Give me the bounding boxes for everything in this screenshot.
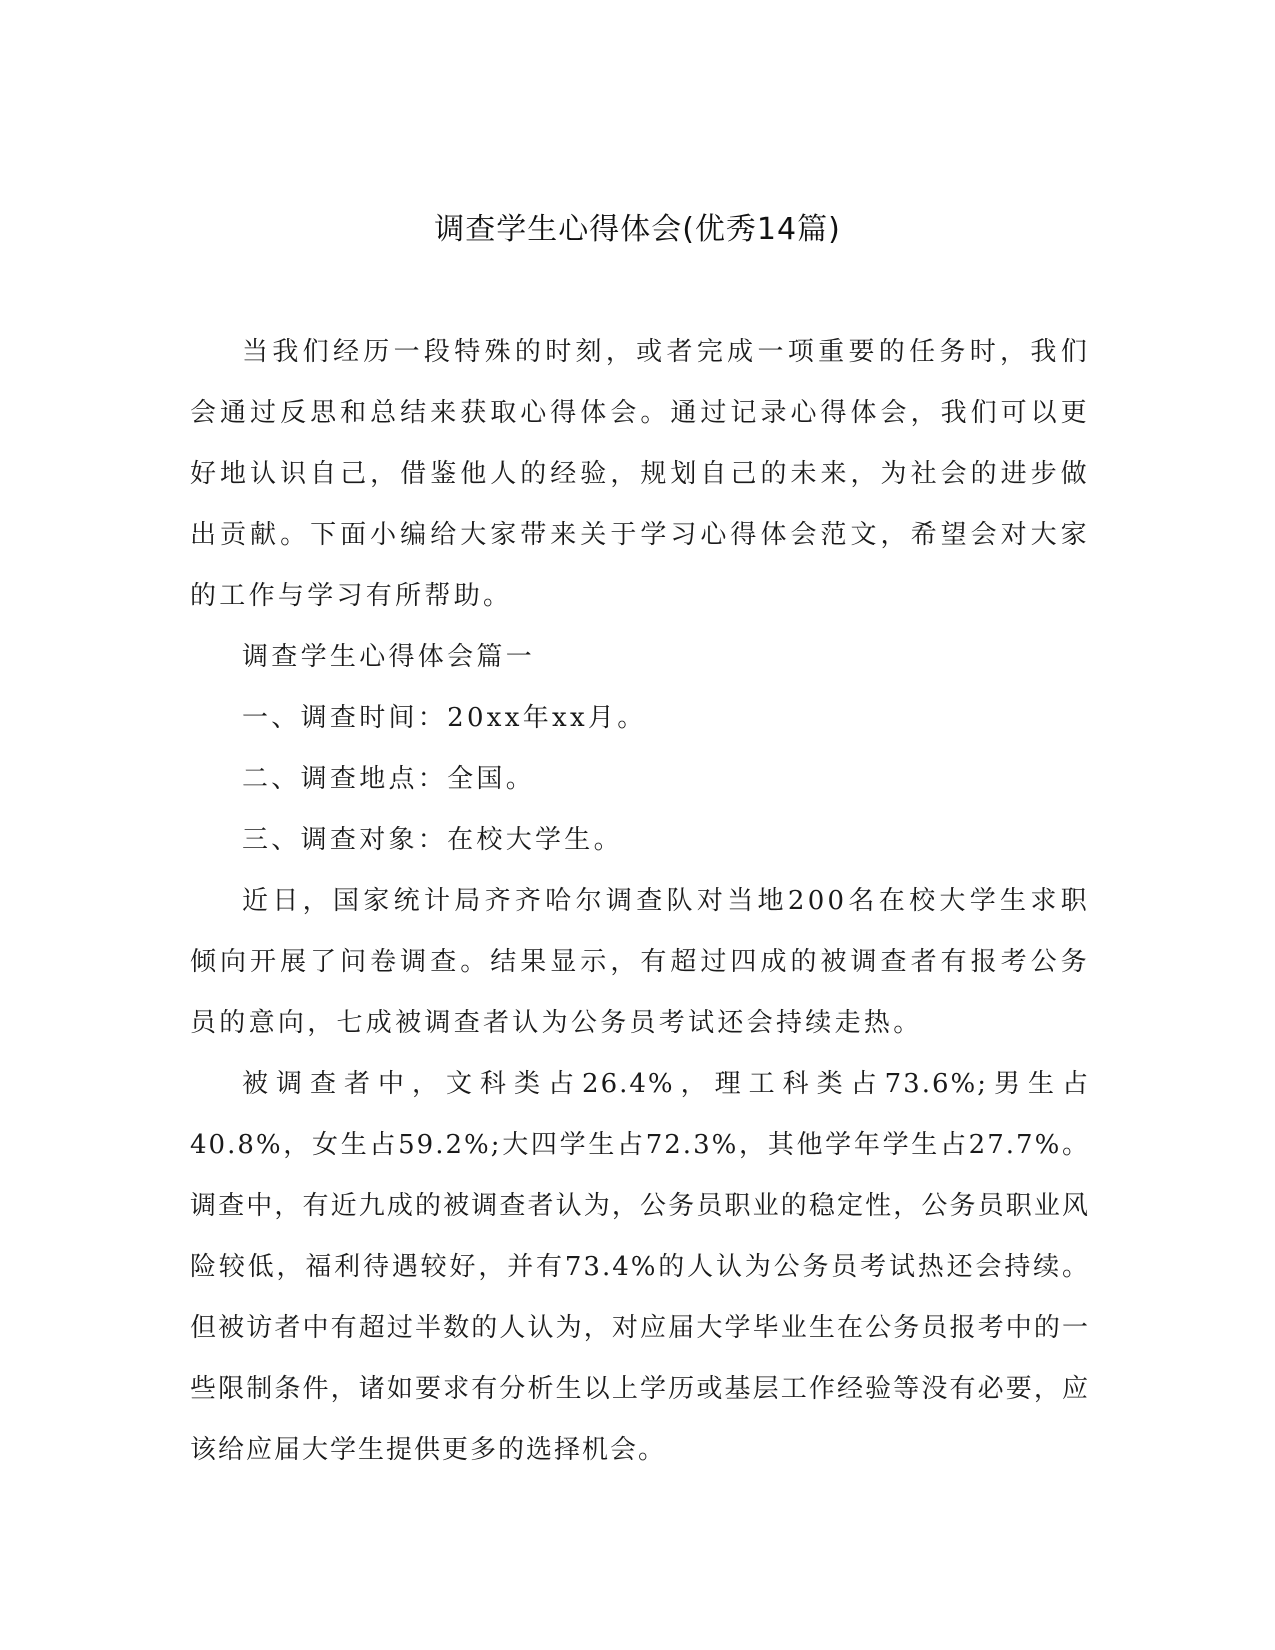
- intro-paragraph: 当我们经历一段特殊的时刻，或者完成一项重要的任务时，我们会通过反思和总结来获取心得体会。通过记录心得体会，我们可以更好地认识自己，借鉴他人的经验，规划自己的未来，为社会的进步做出贡献。下面小编给大家带来关于学习心得体会范文，希望会对大家的工作与学习有所帮助。: [190, 337, 1090, 611]
- survey-summary-paragraph: 近日，国家统计局齐齐哈尔调查队对当地200名在校大学生求职倾向开展了问卷调查。结果显示，有超过四成的被调查者有报考公务员的意向，七成被调查者认为公务员考试还会持续走热。: [190, 886, 1090, 1038]
- section-heading: 调查学生心得体会篇一: [242, 642, 536, 672]
- document-body: [190, 322, 1090, 1481]
- survey-time: 一、调查时间：20xx年xx月。: [242, 703, 647, 733]
- survey-location: 二、调查地点：全国。: [242, 764, 536, 794]
- document-title: 调查学生心得体会(优秀14篇): [434, 212, 841, 247]
- survey-subject: 三、调查对象：在校大学生。: [242, 825, 623, 855]
- survey-results-paragraph: 被调查者中，文科类占26.4%，理工科类占73.6%;男生占40.8%，女生占59.2%;大四学生占72.3%，其他学年学生占27.7%。调查中，有近九成的被调查者认为，公务员职业的稳定性，公务员职业风险较低，福利待遇较好，并有73.4%的人认为公务员考试热还会持续。但被访者中有超过半数的人认为，对应届大学毕业生在公务员报考中的一些限制条件，诸如要求有分析生以上学历或基层工作经验等没有必要，应该给应届大学生提供更多的选择机会。: [190, 1069, 1090, 1465]
